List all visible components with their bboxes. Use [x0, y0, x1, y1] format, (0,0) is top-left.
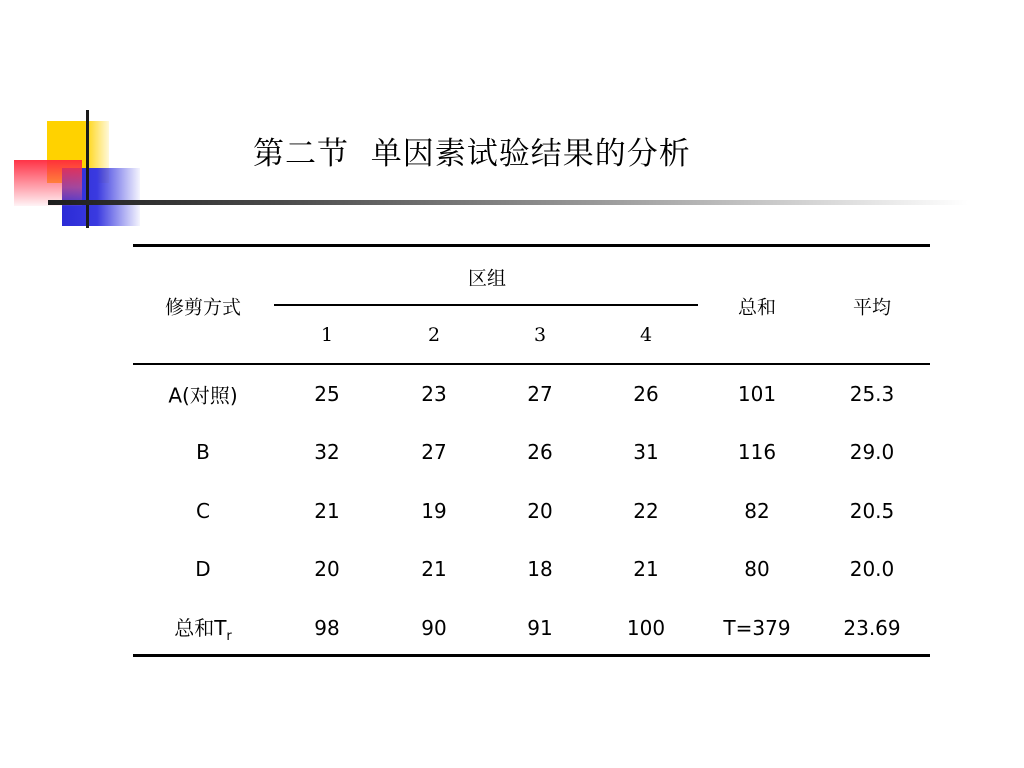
- cell-d-block-2: 21: [421, 557, 447, 581]
- cell-d-block-1: 20: [314, 557, 340, 581]
- cell-c-block-2: 19: [421, 499, 447, 523]
- cell-a-total: 101: [737, 382, 777, 406]
- totals-label-text: 总和T: [174, 616, 227, 640]
- header-method: 修剪方式: [164, 296, 242, 319]
- cell-b-block-4: 31: [633, 440, 659, 464]
- decorative-vertical-line: [86, 110, 89, 228]
- header-block-group: 区组: [467, 267, 507, 290]
- header-bottom-rule: [133, 363, 930, 365]
- cell-totals-block-3: 91: [527, 616, 553, 640]
- cell-c-block-4: 22: [633, 499, 659, 523]
- cell-b-block-2: 27: [421, 440, 447, 464]
- row-label-a: A(对照): [168, 383, 238, 408]
- totals-label-subscript: r: [226, 629, 232, 644]
- slide-title: 第二节 单因素试验结果的分析: [253, 136, 691, 172]
- header-total: 总和: [737, 296, 777, 319]
- cell-d-mean: 20.0: [849, 557, 895, 581]
- cell-a-block-4: 26: [633, 382, 659, 406]
- cell-grand-total: T=379: [723, 616, 791, 640]
- cell-d-total: 80: [744, 557, 770, 581]
- cell-c-block-3: 20: [527, 499, 553, 523]
- cell-d-block-4: 21: [633, 557, 659, 581]
- cell-a-block-1: 25: [314, 382, 340, 406]
- header-mean: 平均: [852, 296, 892, 319]
- table-top-rule: [133, 244, 930, 247]
- row-label-d: D: [195, 557, 211, 581]
- cell-totals-block-2: 90: [421, 616, 447, 640]
- cell-c-block-1: 21: [314, 499, 340, 523]
- row-label-c: C: [196, 499, 210, 523]
- row-label-totals: [174, 612, 232, 644]
- cell-a-block-3: 27: [527, 382, 553, 406]
- header-block-1: 1: [320, 324, 334, 346]
- cell-b-mean: 29.0: [849, 440, 895, 464]
- header-block-4: 4: [639, 324, 653, 346]
- cell-grand-mean: 23.69: [843, 616, 901, 640]
- header-block-2: 2: [427, 324, 441, 346]
- title-underline-rule: [48, 200, 968, 205]
- header-block-3: 3: [533, 324, 547, 346]
- table-bottom-rule: [133, 654, 930, 657]
- cell-b-total: 116: [737, 440, 777, 464]
- row-label-b: B: [196, 440, 210, 464]
- cell-c-total: 82: [744, 499, 770, 523]
- cell-totals-block-1: 98: [314, 616, 340, 640]
- cell-c-mean: 20.5: [849, 499, 895, 523]
- cell-a-block-2: 23: [421, 382, 447, 406]
- cell-totals-block-4: 100: [626, 616, 666, 640]
- cell-a-mean: 25.3: [849, 382, 895, 406]
- cell-d-block-3: 18: [527, 557, 553, 581]
- block-group-rule: [274, 304, 698, 306]
- cell-b-block-1: 32: [314, 440, 340, 464]
- cell-b-block-3: 26: [527, 440, 553, 464]
